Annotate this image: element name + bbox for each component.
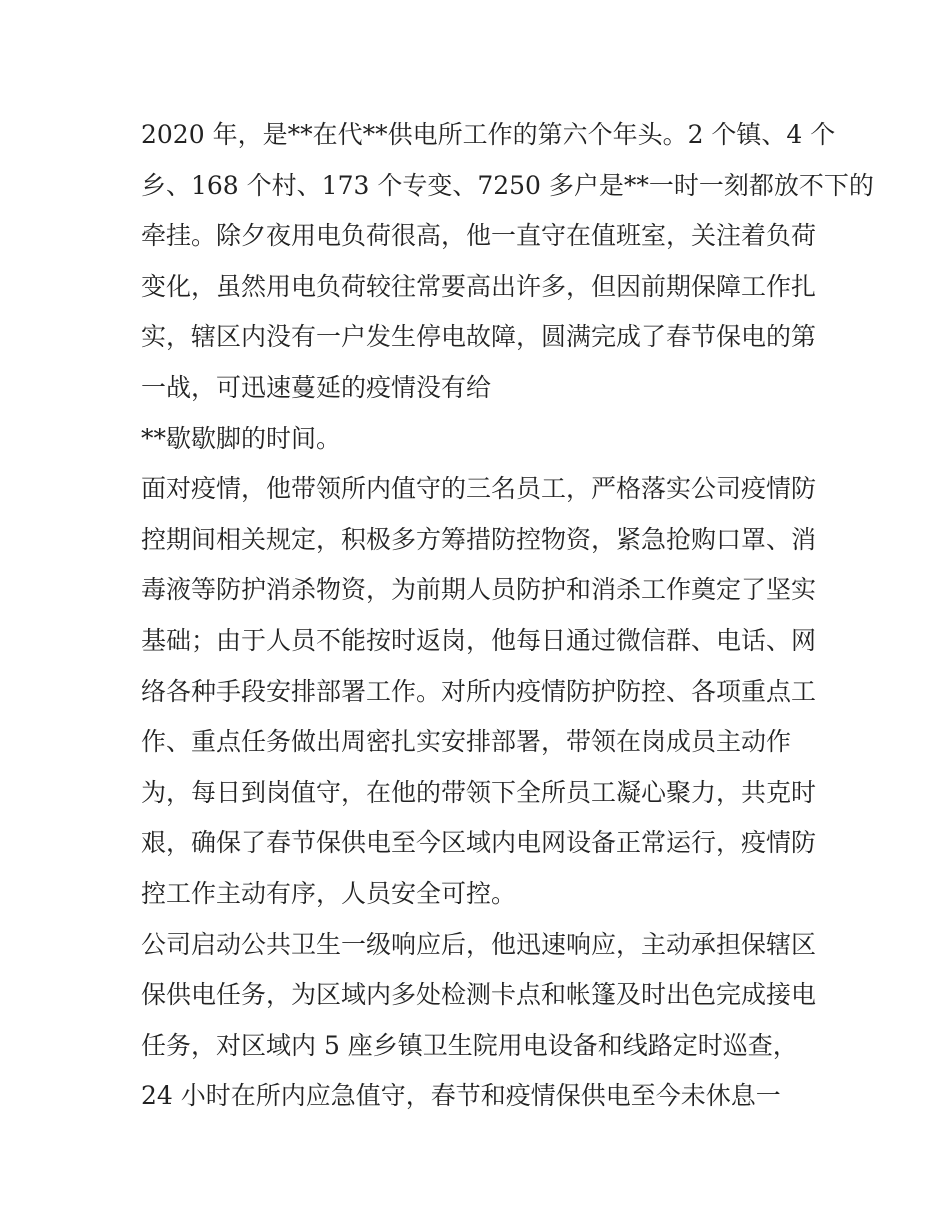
- text-line: 作、重点任务做出周密扎实安排部署，带领在岗成员主动作: [141, 727, 792, 757]
- text-line: 任务，对区域内 5 座乡镇卫生院用电设备和线路定时巡查，: [141, 1030, 798, 1060]
- text-line: **歇歇脚的时间。: [141, 423, 342, 453]
- text-line: 毒液等防护消杀物资，为前期人员防护和消杀工作奠定了坚实: [141, 575, 817, 605]
- text-line: 络各种手段安排部署工作。对所内疫情防护防控、各项重点工: [141, 676, 817, 706]
- text-line: 24 小时在所内应急值守，春节和疫情保供电至今未休息一: [141, 1081, 781, 1111]
- body-text: [141, 110, 874, 1122]
- text-line: 实，辖区内没有一户发生停电故障，圆满完成了春节保电的第: [141, 322, 817, 352]
- text-line: 一战，可迅速蔓延的疫情没有给: [141, 372, 492, 402]
- text-line: 艰，确保了春节保供电至今区域内电网设备正常运行，疫情防: [141, 828, 817, 858]
- text-line: 面对疫情，他带领所内值守的三名员工，严格落实公司疫情防: [141, 474, 817, 504]
- text-line: 为，每日到岗值守，在他的带领下全所员工凝心聚力，共克时: [141, 777, 817, 807]
- text-line: 公司启动公共卫生一级响应后，他迅速响应，主动承担保辖区: [141, 929, 817, 959]
- text-line: 变化，虽然用电负荷较往常要高出许多，但因前期保障工作扎: [141, 271, 817, 301]
- text-line: 控工作主动有序，人员安全可控。: [141, 878, 517, 908]
- text-line: 2020 年，是**在代**供电所工作的第六个年头。2 个镇、4 个: [141, 120, 836, 149]
- text-line: 保供电任务，为区域内多处检测卡点和帐篷及时出色完成接电: [141, 980, 817, 1010]
- text-line: 基础；由于人员不能按时返岗，他每日通过微信群、电话、网: [141, 625, 817, 655]
- text-line: 控期间相关规定，积极多方筹措防控物资，紧急抢购口罩、消: [141, 524, 817, 554]
- text-line: 乡、168 个村、173 个专变、7250 多户是**一时一刻都放不下的: [141, 170, 874, 200]
- text-line: 牵挂。除夕夜用电负荷很高，他一直守在值班室，关注着负荷: [141, 221, 817, 251]
